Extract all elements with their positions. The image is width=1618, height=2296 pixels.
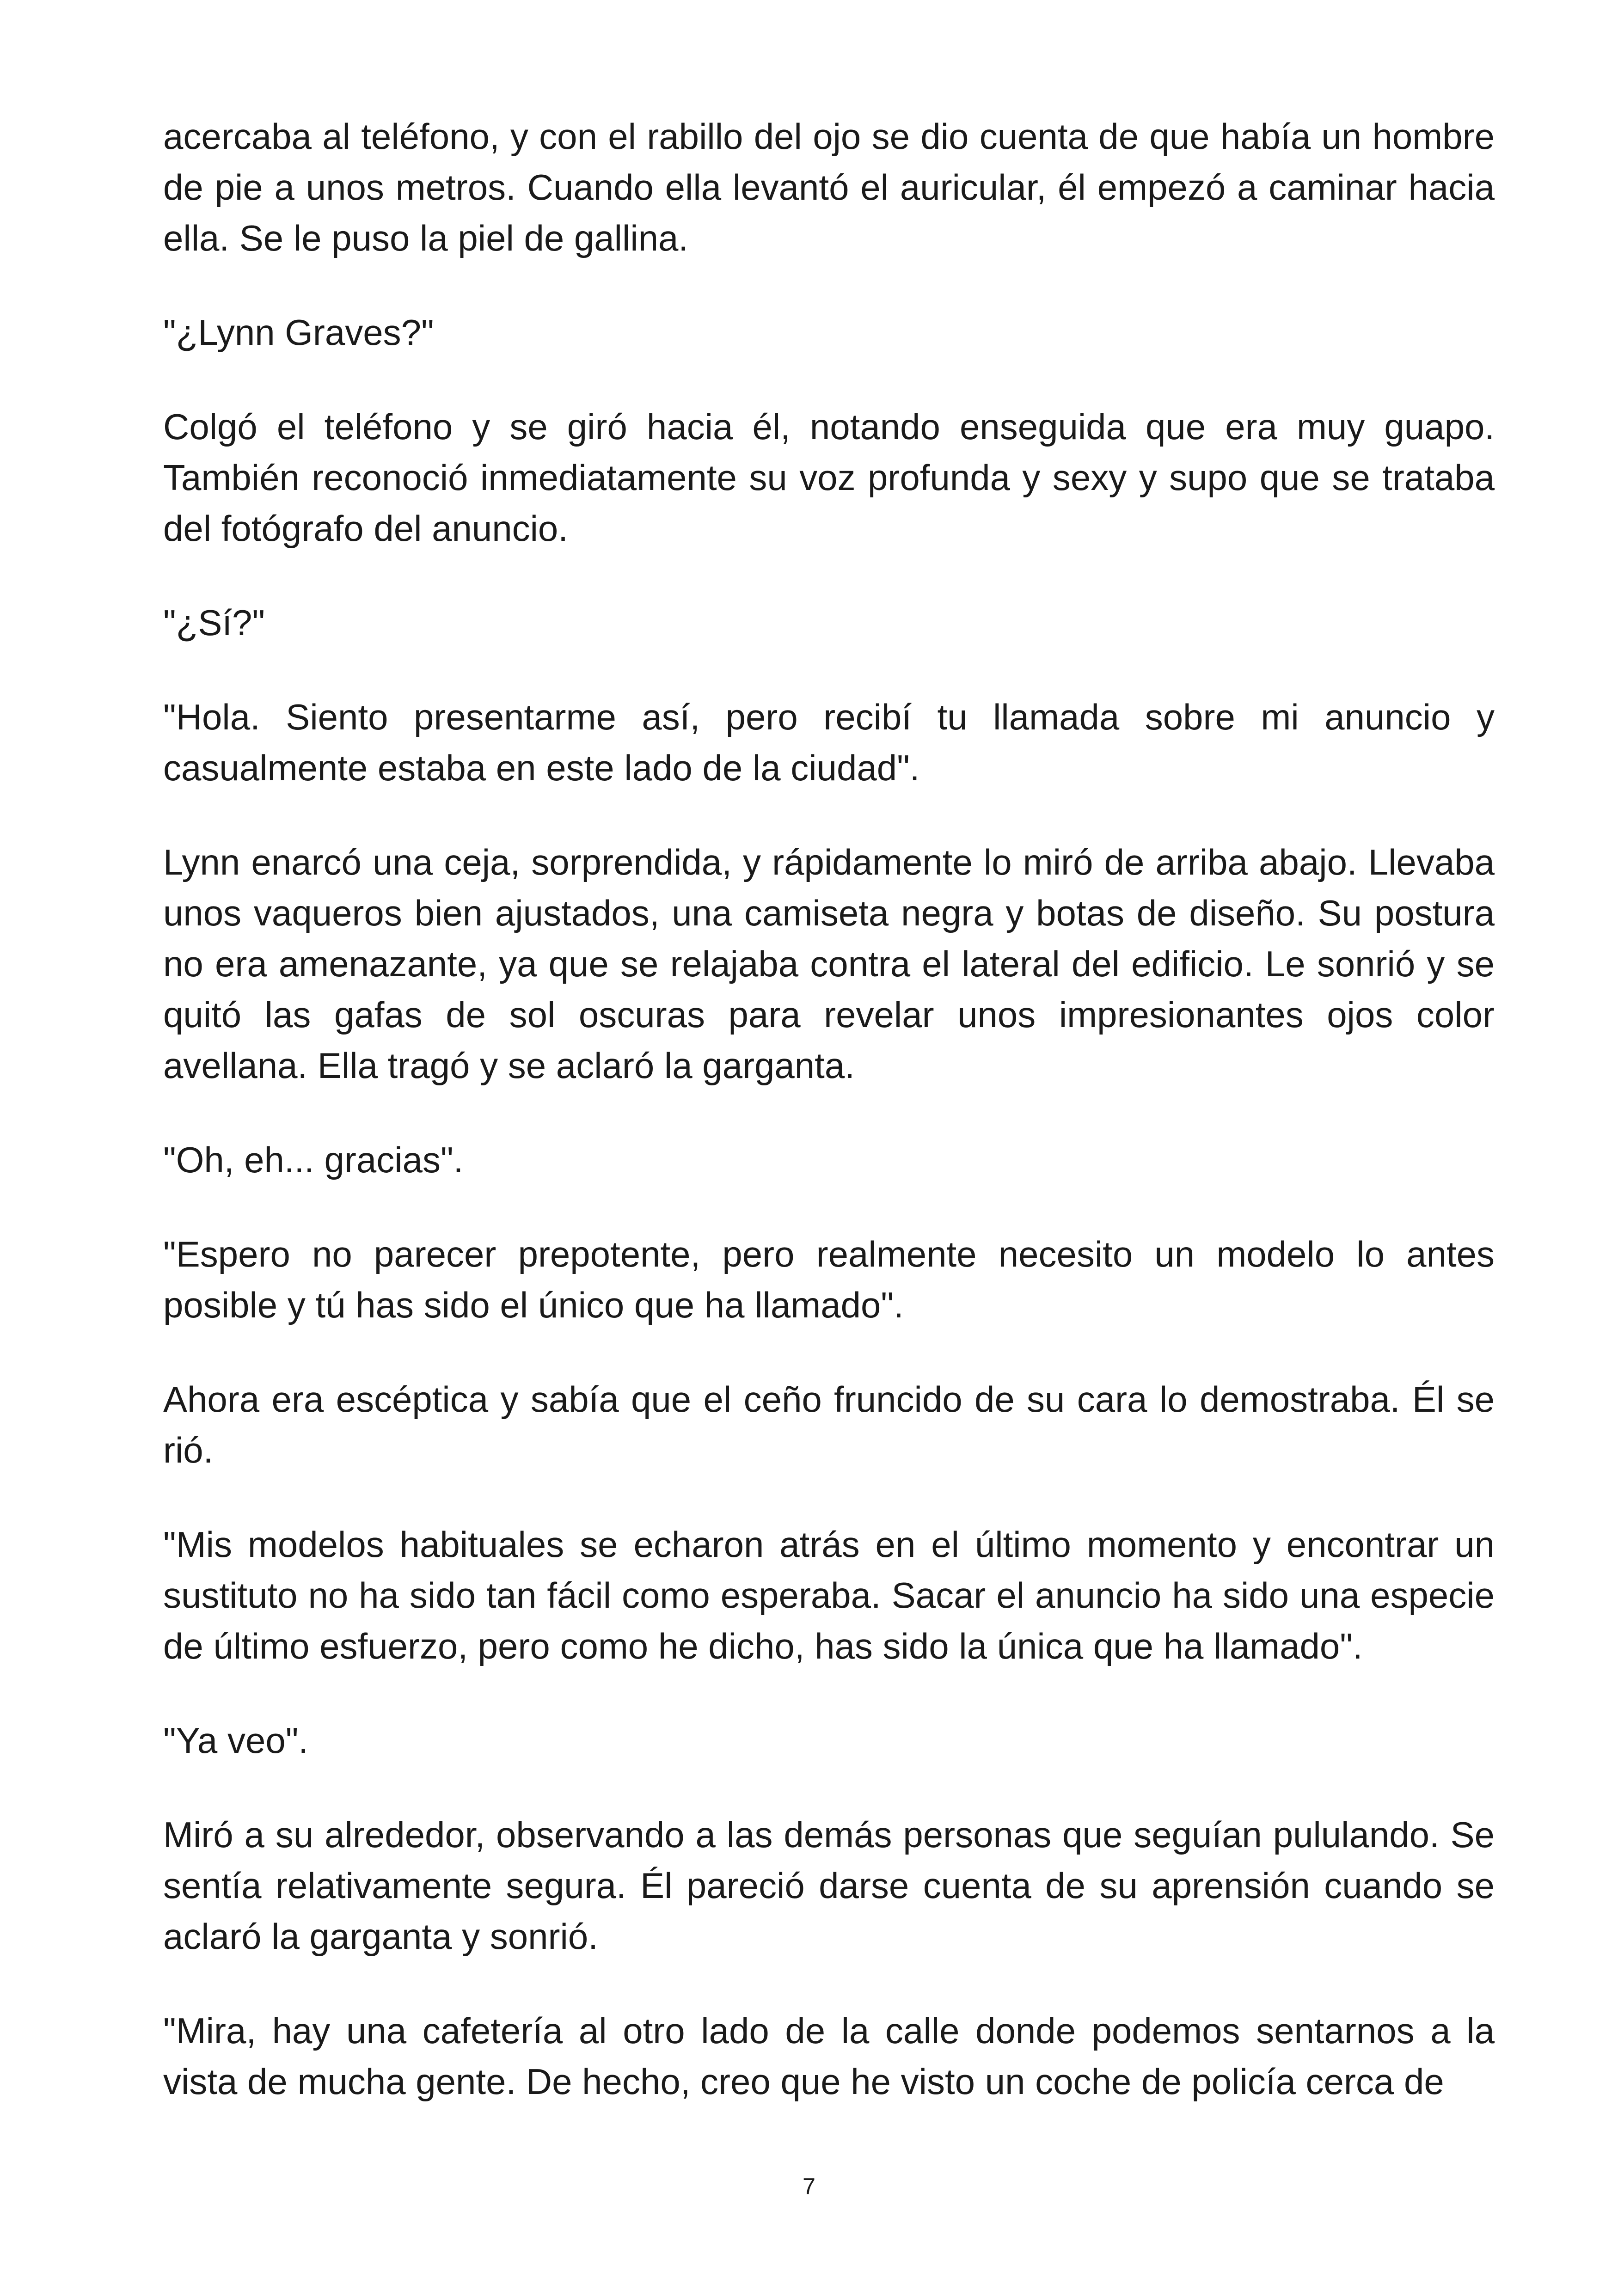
paragraph: "Mira, hay una cafetería al otro lado de la calle donde podemos sentarnos a la vista de mucha gente. De hecho, creo que he visto un coche de policía cerca de — [163, 2010, 1495, 2102]
paragraph: Miró a su alrededor, observando a las demás personas que seguían pululando. Se sentía relativamente segura. Él pareció darse cuenta de su aprensión cuando se aclaró la garganta y sonrió. — [163, 1814, 1495, 1957]
paragraph: "Oh, eh... gracias". — [163, 1139, 464, 1180]
paragraph: Ahora era escéptica y sabía que el ceño fruncido de su cara lo demostraba. Él se rió. — [163, 1379, 1495, 1470]
page-body — [163, 111, 1495, 2107]
paragraph: Lynn enarcó una ceja, sorprendida, y rápidamente lo miró de arriba abajo. Llevaba unos vaqueros bien ajustados, una camiseta negra y botas de diseño. Su postura no era amenazante, ya que se relajaba contra el lateral del edificio. Le sonrió y se quitó las gafas de sol oscuras para revelar unos impresionantes ojos color avellana. Ella tragó y se aclaró la garganta. — [163, 842, 1495, 1086]
paragraph: "Hola. Siento presentarme así, pero recibí tu llamada sobre mi anuncio y casualmente estaba en este lado de la ciudad". — [163, 697, 1495, 788]
paragraph: "Ya veo". — [163, 1720, 309, 1761]
paragraph: "¿Sí?" — [163, 602, 265, 643]
paragraph: "Espero no parecer prepotente, pero realmente necesito un modelo lo antes posible y tú has sido el único que ha llamado". — [163, 1234, 1495, 1325]
paragraph: acercaba al teléfono, y con el rabillo del ojo se dio cuenta de que había un hombre de pie a unos metros. Cuando ella levantó el auricular, él empezó a caminar hacia ella. Se le puso la piel de gallina. — [163, 116, 1495, 258]
paragraph: "¿Lynn Graves?" — [163, 312, 434, 353]
paragraph: "Mis modelos habituales se echaron atrás en el último momento y encontrar un sustituto no ha sido tan fácil como esperaba. Sacar el anuncio ha sido una especie de último esfuerzo, pero como he dicho, has sido la única que ha llamado". — [163, 1524, 1495, 1666]
page-number: 7 — [803, 2174, 815, 2199]
paragraph: Colgó el teléfono y se giró hacia él, notando enseguida que era muy guapo. También reconoció inmediatamente su voz profunda y sexy y supo que se trataba del fotógrafo del anuncio. — [163, 406, 1495, 549]
